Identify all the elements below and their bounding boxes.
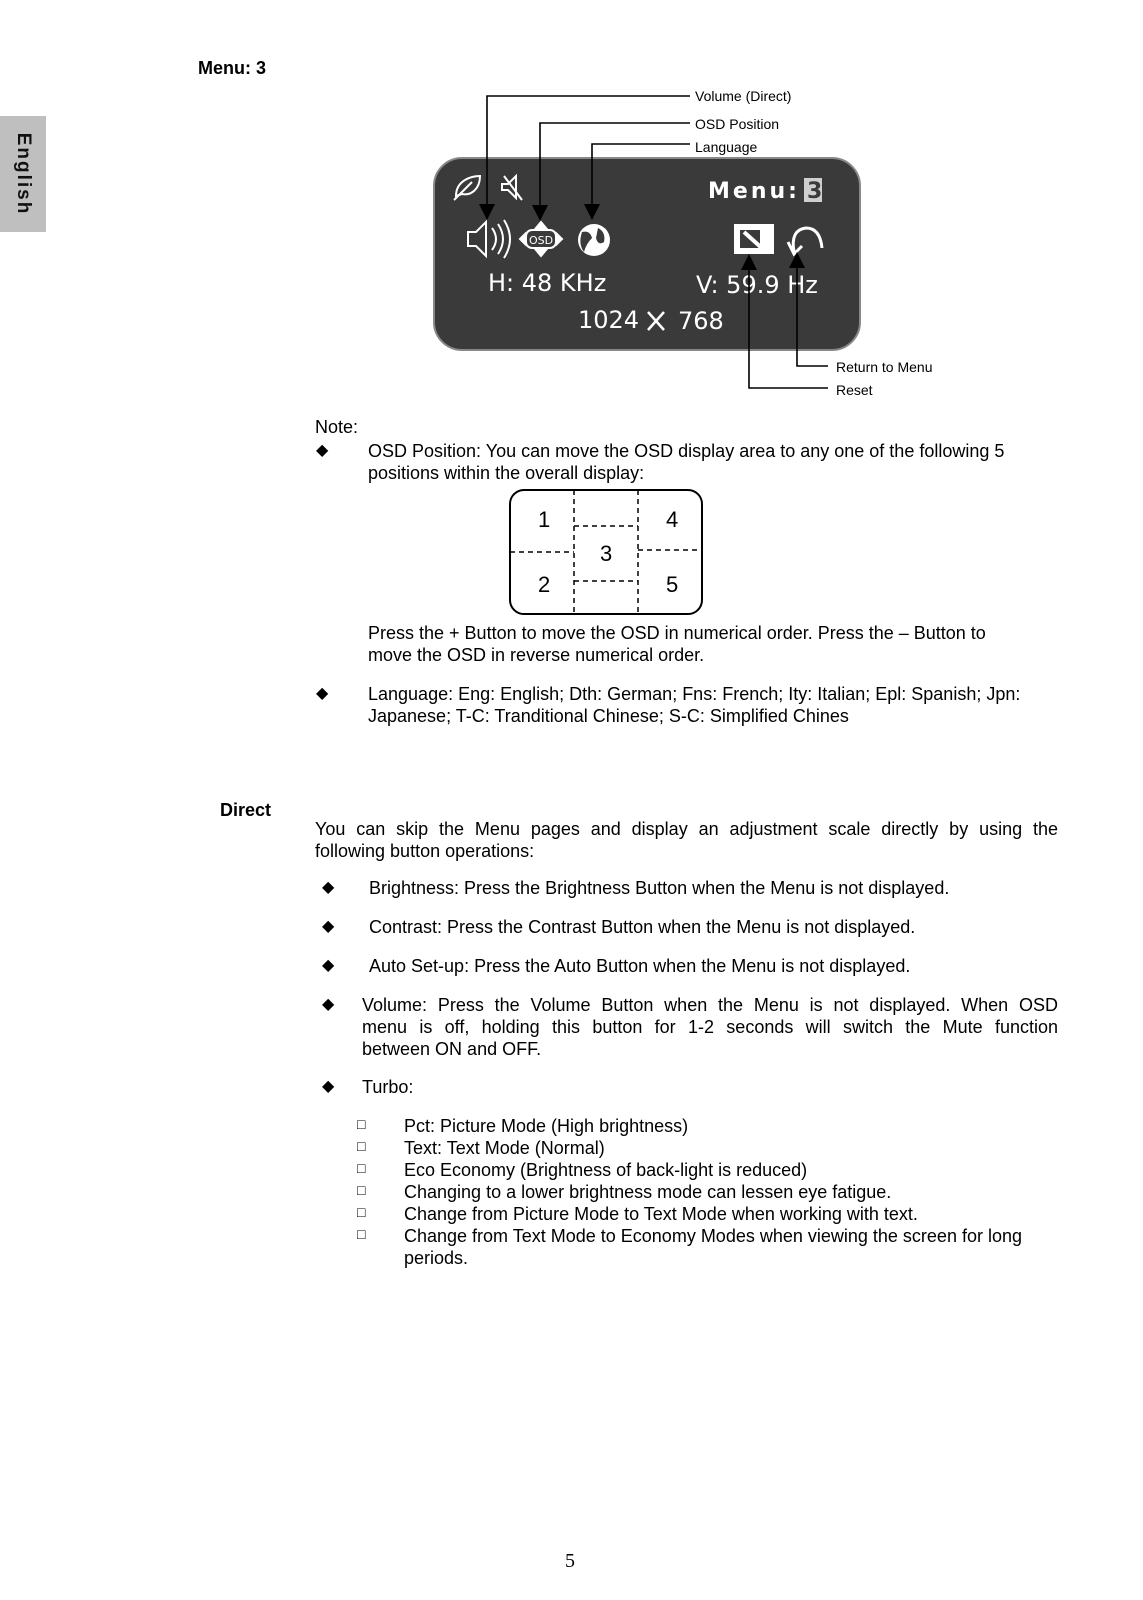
contrast-item: Contrast: Press the Contrast Button when the Menu is not displayed. <box>369 917 916 937</box>
note-label: Note: <box>315 417 359 437</box>
grid-position-1: 1 <box>538 507 551 532</box>
volume-item: Volume: Press the Volume Button when the Menu is not displayed. When OSD menu is off, holding this button for 1-2 seconds will switch the Mute function between ON and OFF. <box>362 995 1058 1059</box>
bullet-icon: ◆ <box>322 1078 335 1095</box>
svg-text:OSD: OSD <box>529 234 554 247</box>
grid-position-5: 5 <box>666 572 679 597</box>
grid-position-4: 4 <box>666 507 679 532</box>
osd-position-note: OSD Position: You can move the OSD display area to any one of the following 5 positions within the overall display: <box>368 441 1005 483</box>
list-item: □ Change from Text Mode to Economy Modes when viewing the screen for long periods. <box>357 1226 1022 1268</box>
brightness-item: Brightness: Press the Brightness Button when the Menu is not displayed. <box>369 878 950 898</box>
language-note: Language: Eng: English; Dth: German; Fns: French; Ity: Italian; Epl: Spanish; Jpn: Japanese; T-C: Tranditional Chinese; S-C: Simplified Chines <box>368 684 1021 726</box>
bullet-icon: ◆ <box>322 957 335 974</box>
callout-return-to-menu: Return to Menu <box>836 359 933 375</box>
grid-position-2: 2 <box>538 572 551 597</box>
callout-reset: Reset <box>836 382 873 398</box>
checkbox-icon: □ <box>357 1204 366 1220</box>
callout-osd-position: OSD Position <box>695 116 780 132</box>
v-frequency: V: 59.9 Hz <box>696 271 818 299</box>
callout-volume: Volume (Direct) <box>695 88 792 104</box>
checkbox-icon: □ <box>357 1226 366 1242</box>
turbo-item: Turbo: <box>362 1077 414 1097</box>
reset-icon <box>734 224 774 254</box>
osd-menu-number: 3 <box>807 179 823 204</box>
checkbox-icon: □ <box>357 1182 366 1198</box>
resolution-height: 768 <box>678 307 724 335</box>
page-number: 5 <box>565 1550 575 1572</box>
bullet-icon: ◆ <box>316 442 329 459</box>
resolution-width: 1024 <box>578 306 640 334</box>
osd-menu-diagram <box>420 80 980 410</box>
language-side-tab <box>0 116 46 232</box>
side-tab-label: English <box>13 132 34 216</box>
list-item: □ Changing to a lower brightness mode can lessen eye fatigue. <box>357 1182 892 1202</box>
turbo-list <box>357 1115 1058 1269</box>
checkbox-icon: □ <box>357 1138 366 1154</box>
list-item: □ Text: Text Mode (Normal) <box>357 1138 605 1158</box>
direct-heading: Direct <box>220 800 272 820</box>
direct-intro: You can skip the Menu pages and display an adjustment scale directly by using the following button operations: <box>315 819 1058 861</box>
globe-icon <box>578 224 610 256</box>
callout-language: Language <box>695 139 758 155</box>
checkbox-icon: □ <box>357 1160 366 1176</box>
bullet-icon: ◆ <box>322 996 335 1013</box>
h-frequency: H: 48 KHz <box>488 269 607 297</box>
bullet-icon: ◆ <box>316 685 329 702</box>
list-item: □ Pct: Picture Mode (High brightness) <box>357 1116 689 1136</box>
grid-position-3: 3 <box>600 541 613 566</box>
bullet-icon: ◆ <box>322 879 335 896</box>
press-instructions: Press the + Button to move the OSD in numerical order. Press the – Button to move the OSD in reverse numerical order. <box>368 623 986 665</box>
osd-menu-label: Menu: <box>708 179 800 204</box>
bullet-icon: ◆ <box>322 918 335 935</box>
checkbox-icon: □ <box>357 1116 366 1132</box>
osd-position-grid <box>508 488 706 616</box>
list-item: □ Change from Picture Mode to Text Mode when working with text. <box>357 1204 918 1224</box>
menu-heading: Menu: 3 <box>198 58 267 78</box>
list-item: □ Eco Economy (Brightness of back-light is reduced) <box>357 1160 808 1180</box>
auto-setup-item: Auto Set-up: Press the Auto Button when the Menu is not displayed. <box>369 956 911 976</box>
